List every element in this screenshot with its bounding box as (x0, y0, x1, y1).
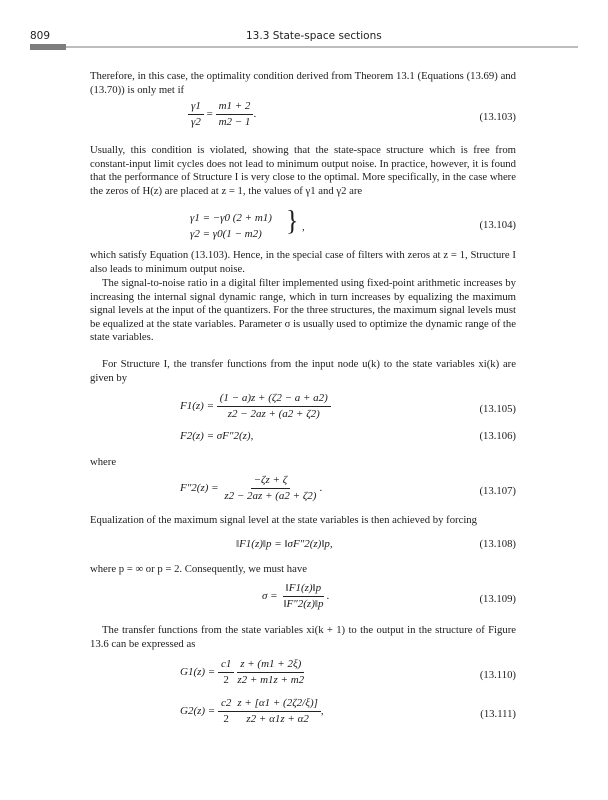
equation-13-111 (90, 697, 516, 731)
eq103-tail: . (253, 108, 257, 121)
paragraph-1: Therefore, in this case, the optimality condition derived from Theorem 13.1 (Equations (13.69) and (13.70)) is only met if (90, 70, 516, 96)
equation-13-109 (90, 582, 516, 618)
page-number: 809 (30, 30, 51, 42)
eq108-text: ‖F1(z)‖p = ‖σF″2(z)‖p, (236, 538, 333, 550)
eq110-coef-num: c1 (218, 658, 234, 673)
paragraph-2: Usually, this condition is violated, showing that the state-space structure which is free from constant-input limit cycles does not lead to minimum output noise. In practice, however, it is found that the performance of Structure I is very close to the optimal. More specifically, in the case where the zeros of H(z) are placed at z = 1, the values of γ1 and γ2 are (90, 144, 516, 197)
eq104-tail: , (302, 221, 305, 233)
eq107-tail: . (319, 482, 323, 495)
equation-13-107 (90, 474, 516, 508)
eq-number-13-107: (13.107) (479, 485, 516, 497)
eq105-num: (1 − a)z + (ζ2 − a + a2) (217, 392, 331, 407)
paragraph-3: which satisfy Equation (13.103). Hence, in the special case of filters with zeros at z = 1, Structure I also leads to minimum output noise. (90, 249, 516, 275)
equation-13-105 (90, 392, 516, 426)
paragraph-8: where p = ∞ or p = 2. Consequently, we must have (90, 563, 307, 575)
eq110-den: z2 + m1z + m2 (237, 674, 305, 686)
eq103-lhs-num: γ1 (188, 100, 204, 115)
header-tab-marker (30, 44, 66, 50)
equation-13-106 (90, 430, 516, 446)
eq-number-13-103: (13.103) (479, 111, 516, 123)
header-rule (30, 46, 578, 48)
eq103-lhs-den: γ2 (191, 116, 201, 128)
eq111-num: z + [α1 + (2ζ2/ξ)] (234, 697, 321, 712)
eq111-tail: , (320, 705, 324, 718)
eq-number-13-109: (13.109) (479, 593, 516, 605)
eq-number-13-111: (13.111) (480, 708, 516, 720)
paragraph-5: For Structure I, the transfer functions from the input node u(k) to the state variables xi(k) are given by (90, 358, 516, 384)
paragraph-9: The transfer functions from the state variables xi(k + 1) to the output in the structure of Figure 13.6 can be expressed as (90, 624, 516, 650)
eq106-text: F2(z) = σF″2(z), (180, 430, 254, 442)
eq103-den: m2 − 1 (218, 116, 251, 128)
equation-13-103: $\frac{\gamma 1}{\gamma 2}$ = $\frac{m1 + 2}{m2 - 1}$ . (13.103) (90, 100, 516, 136)
eq-number-13-106: (13.106) (479, 430, 516, 442)
paragraph-4: The signal-to-noise ratio in a digital filter implemented using fixed-point arithmetic increases by increasing the internal signal dynamic range, which in turn increases by equalizing the maximum signal levels at the input of the quantizers. For the three structures, the maximum signal levels must be equalized at the state variables. Parameter σ is usually used to optimize the dynamic range of the state variables. (90, 277, 516, 344)
eq103-num: m1 + 2 (216, 100, 254, 115)
eq109-den: ‖F″2(z)‖p (283, 598, 324, 610)
paragraph-7: Equalization of the maximum signal level at the state variables is then achieved by forcing (90, 514, 477, 526)
eq107-num: −ζz + ζ (251, 474, 291, 489)
eq104-brace: } (286, 204, 299, 237)
paragraph-6: where (90, 456, 117, 468)
eq110-num: z + (m1 + 2ξ) (237, 658, 304, 673)
eq109-num: ‖F1(z)‖p (283, 582, 325, 597)
equation-13-110 (90, 658, 516, 692)
eq105-den: z2 − 2az + (a2 + ζ2) (227, 408, 320, 420)
equation-13-108 (90, 538, 516, 554)
running-title: 13.3 State-space sections (246, 30, 382, 42)
eq109-lhs: σ = (262, 590, 278, 603)
eq-number-13-105: (13.105) (479, 403, 516, 415)
eq111-coef-num: c2 (218, 697, 234, 712)
eq-number-13-110: (13.110) (479, 669, 516, 681)
eq109-tail: . (326, 590, 330, 603)
eq104-line-1: γ1 = −γ0 (2 + m1) (190, 212, 272, 224)
eq-number-13-104: (13.104) (479, 219, 516, 231)
eq105-lhs: F1(z) = (180, 400, 214, 413)
equation-13-104 (90, 204, 516, 244)
eq111-den: z2 + α1z + α2 (246, 713, 309, 725)
eq111-coef-den: 2 (223, 713, 229, 725)
eq110-lhs: G1(z) = (180, 666, 216, 679)
eq107-lhs: F″2(z) = (180, 482, 219, 495)
eq110-coef-den: 2 (223, 674, 229, 686)
eq107-den: z2 − 2az + (a2 + ζ2) (224, 490, 317, 502)
eq-number-13-108: (13.108) (479, 538, 516, 550)
eq104-line-2: γ2 = γ0(1 − m2) (190, 228, 262, 240)
eq111-lhs: G2(z) = (180, 705, 216, 718)
